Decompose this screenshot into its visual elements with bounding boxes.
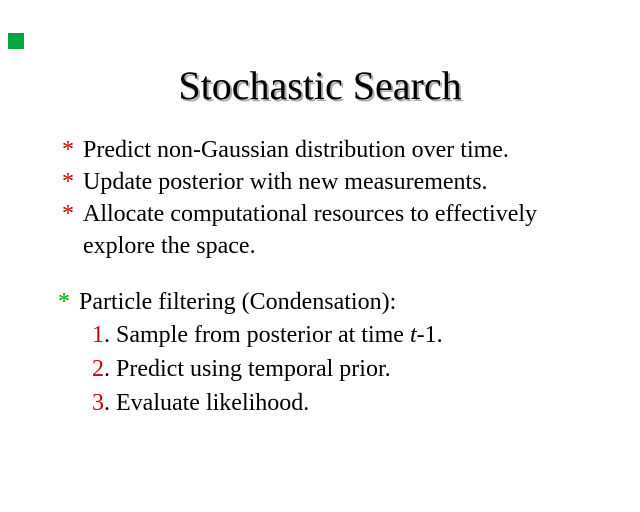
asterisk-bullet-icon: * bbox=[62, 201, 74, 227]
particle-filtering-bullet bbox=[58, 286, 618, 318]
step-item bbox=[92, 352, 612, 386]
step-text-tail: -1. bbox=[416, 322, 443, 348]
bullet-text: explore the space. bbox=[83, 233, 256, 259]
step-number: 1 bbox=[92, 322, 104, 348]
bullet-item bbox=[58, 286, 618, 318]
green-square-marker bbox=[8, 33, 24, 49]
step-separator: . bbox=[104, 356, 116, 382]
asterisk-bullet-icon: * bbox=[62, 137, 74, 163]
asterisk-bullet-icon: * bbox=[58, 289, 70, 315]
bullet-text: Allocate computational resources to effectively bbox=[83, 201, 538, 227]
bullet-text: Particle filtering (Condensation): bbox=[79, 289, 397, 315]
bullet-item bbox=[62, 134, 602, 166]
asterisk-bullet-icon: * bbox=[62, 169, 74, 195]
bullet-item bbox=[62, 166, 602, 198]
bullet-text: Update posterior with new measurements. bbox=[83, 169, 488, 195]
bullet-list bbox=[62, 134, 602, 262]
step-item bbox=[92, 386, 612, 420]
slide-title: Stochastic Search bbox=[178, 63, 462, 108]
step-separator: . bbox=[104, 322, 116, 348]
bullet-item bbox=[62, 198, 602, 230]
step-text: Sample from posterior at time bbox=[116, 322, 410, 348]
step-text: Evaluate likelihood. bbox=[116, 390, 310, 416]
step-text: Predict using temporal prior. bbox=[116, 356, 391, 382]
step-number: 3 bbox=[92, 390, 104, 416]
step-italic-variable: t bbox=[409, 322, 417, 348]
step-separator: . bbox=[104, 390, 116, 416]
numbered-step-list bbox=[92, 318, 612, 420]
step-item bbox=[92, 318, 612, 352]
bullet-item-continuation bbox=[62, 230, 602, 262]
bullet-text: Predict non-Gaussian distribution over time. bbox=[83, 137, 509, 163]
step-number: 2 bbox=[92, 356, 104, 382]
